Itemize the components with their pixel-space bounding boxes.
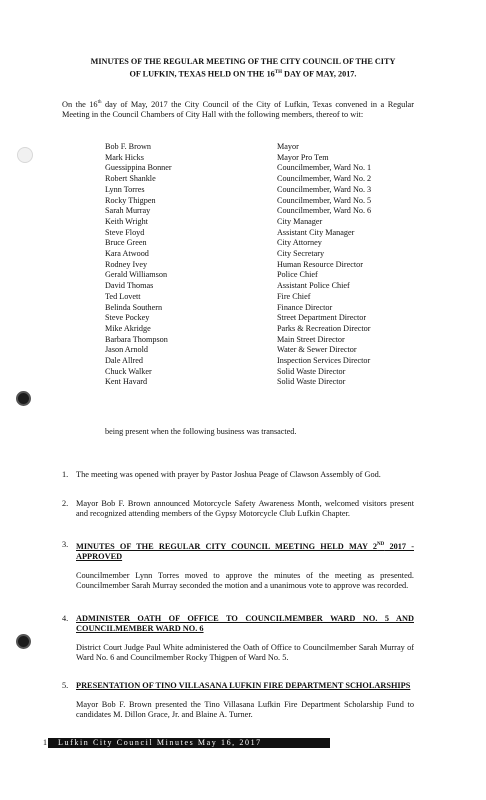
- member-name: Robert Shankle: [105, 174, 156, 184]
- member-name: Lynn Torres: [105, 184, 145, 194]
- item-number: 1.: [62, 470, 69, 479]
- member-title: Assistant City Manager: [277, 227, 355, 237]
- roster-row: [0, 344, 486, 355]
- member-title: Councilmember, Ward No. 3: [277, 184, 372, 194]
- punch-hole: [16, 634, 31, 649]
- item-heading-superscript: ND: [377, 542, 385, 547]
- member-name: Ted Lovett: [105, 291, 141, 301]
- member-name: Kara Atwood: [105, 249, 149, 258]
- member-title: City Secretary: [277, 249, 325, 258]
- title-text: DAY OF MAY, 2017.: [282, 69, 357, 79]
- member-name: Kent Havard: [105, 377, 148, 387]
- member-title: Solid Waste Director: [277, 377, 346, 387]
- item-heading: PRESENTATION OF TINO VILLASANA LUFKIN FIRE DEPARTMENT SCHOLARSHIPS: [76, 681, 411, 690]
- member-title: Water & Sewer Director: [277, 345, 357, 355]
- member-title: Parks & Recreation Director: [277, 323, 371, 333]
- intro-superscript: th: [97, 100, 102, 105]
- member-title: Finance Director: [277, 302, 333, 312]
- roster-row: [0, 205, 486, 216]
- item-text: Councilmember Lynn Torres moved to approve the minutes of the meeting as presented. Councilmember Sarah Murray seconded the motion and a unanimous vote to approve was recorded.: [76, 570, 414, 590]
- roster-row: [0, 269, 486, 280]
- footer-page-number: 1: [43, 738, 47, 747]
- member-name: Keith Wright: [105, 216, 148, 226]
- member-title: Main Street Director: [277, 334, 345, 344]
- member-name: Bob F. Brown: [105, 142, 151, 151]
- member-name: Steve Pockey: [105, 313, 150, 323]
- present-statement: being present when the following business was transacted.: [105, 427, 297, 436]
- member-title: Mayor Pro Tem: [277, 152, 329, 162]
- item-heading-text: 2017 - APPROVED: [76, 541, 414, 561]
- member-name: Sarah Murray: [105, 206, 151, 216]
- member-title: Mayor: [277, 142, 299, 151]
- item-text: District Court Judge Paul White administered the Oath of Office to Councilmember Sarah Murray of Ward No. 6 and Councilmember Rocky Thigpen of Ward No. 5.: [76, 643, 414, 662]
- roster-row: [0, 312, 486, 323]
- member-title: Fire Chief: [277, 291, 311, 301]
- member-name: Rodney Ivey: [105, 259, 148, 269]
- member-name: David Thomas: [105, 281, 154, 291]
- item-text: Mayor Bob F. Brown presented the Tino Villasana Lufkin Fire Department Scholarship Fund to candidates M. Dillon Grace, Jr. and Blaine A. Turner.: [76, 700, 414, 719]
- member-title: Human Resource Director: [277, 259, 363, 269]
- roster-row: [0, 248, 486, 259]
- item-heading: ADMINISTER OATH OF OFFICE TO COUNCILMEMBER WARD NO. 5 AND COUNCILMEMBER WARD NO. 6: [76, 614, 414, 633]
- member-name: Jason Arnold: [105, 345, 148, 355]
- member-title: Inspection Services Director: [277, 356, 371, 365]
- member-name: Barbara Thompson: [105, 334, 168, 344]
- title-line-2: [40, 67, 446, 80]
- title-text: OF LUFKIN, TEXAS HELD ON THE 16: [129, 69, 275, 79]
- roster-row: [0, 355, 486, 366]
- member-title: Assistant Police Chief: [277, 281, 350, 291]
- item-number: 2.: [62, 499, 69, 508]
- member-title: Police Chief: [277, 270, 318, 280]
- footer-bar: Lufkin City Council Minutes May 16, 2017: [48, 738, 330, 748]
- member-name: Rocky Thigpen: [105, 195, 156, 205]
- member-title: Councilmember, Ward No. 2: [277, 174, 372, 184]
- document-title: [40, 56, 446, 80]
- member-name: Chuck Walker: [105, 366, 152, 376]
- intro-paragraph: [62, 98, 414, 120]
- roster-row: [0, 376, 486, 387]
- item-text: The meeting was opened with prayer by Pastor Joshua Peage of Clawson Assembly of God.: [76, 470, 381, 479]
- roster-row: [0, 259, 486, 270]
- item-text: Mayor Bob F. Brown announced Motorcycle Safety Awareness Month, welcomed visitors present and recognized attending members of the Gypsy Motorcycle Club Lufkin Chapter.: [76, 499, 414, 518]
- roster-row: [0, 152, 486, 163]
- roster-row: [0, 162, 486, 173]
- member-name: Guessippina Bonner: [105, 163, 172, 173]
- intro-text: day of May, 2017 the City Council of the City of Lufkin, Texas convened in a Regular Meeting in the Council Chambers of City Hall with the following members, thereof to wit:: [62, 99, 414, 119]
- roster-row: [0, 323, 486, 334]
- roster-row: [0, 141, 486, 152]
- title-superscript: TH: [274, 70, 282, 75]
- roster-row: [0, 216, 486, 227]
- roster-row: [0, 280, 486, 291]
- item-heading-text: MINUTES OF THE REGULAR CITY COUNCIL MEETING HELD MAY 2: [76, 541, 378, 551]
- member-title: Councilmember, Ward No. 1: [277, 163, 372, 173]
- roster-row: [0, 366, 486, 377]
- member-name: Bruce Green: [105, 238, 147, 248]
- roster-row: [0, 334, 486, 345]
- member-name: Steve Floyd: [105, 227, 145, 237]
- member-name: Dale Allred: [105, 356, 143, 365]
- title-line-1: MINUTES OF THE REGULAR MEETING OF THE CITY COUNCIL OF THE CITY: [90, 57, 396, 66]
- member-title: Street Department Director: [277, 313, 367, 323]
- member-title: Councilmember, Ward No. 6: [277, 206, 372, 216]
- roster-row: [0, 291, 486, 302]
- punch-hole: [16, 391, 31, 406]
- member-title: City Manager: [277, 216, 323, 226]
- roster-row: [0, 184, 486, 195]
- item-number: 4.: [62, 614, 69, 623]
- roster-row: [0, 195, 486, 206]
- item-heading: [76, 540, 414, 562]
- member-name: Belinda Southern: [105, 302, 163, 312]
- member-name: Mike Akridge: [105, 323, 151, 333]
- member-title: City Attorney: [277, 238, 322, 248]
- roster-row: [0, 227, 486, 238]
- roster-row: [0, 173, 486, 184]
- member-name: Mark Hicks: [105, 152, 144, 162]
- item-number: 5.: [62, 681, 69, 690]
- roster-row: [0, 302, 486, 313]
- member-name: Gerald Williamson: [105, 270, 168, 280]
- intro-text: On the 16: [62, 99, 98, 109]
- item-number: 3.: [62, 540, 69, 549]
- member-title: Councilmember, Ward No. 5: [277, 195, 372, 205]
- roster-row: [0, 237, 486, 248]
- member-title: Solid Waste Director: [277, 366, 346, 376]
